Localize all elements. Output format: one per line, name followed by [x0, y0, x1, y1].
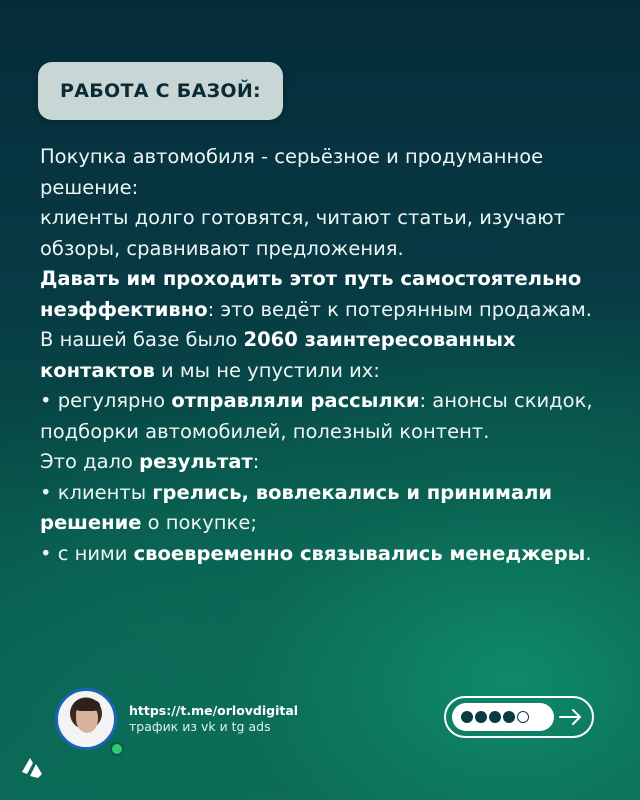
pager-dot-5	[517, 711, 529, 723]
paragraph-database	[40, 325, 620, 386]
intro-text: Покупка автомобиля - серьёзное и продуманное решение:	[40, 145, 544, 199]
bullet-managers	[40, 539, 620, 570]
database-lead: В нашей базе было	[40, 328, 244, 351]
section-title: РАБОТА С БАЗОЙ:	[60, 80, 261, 102]
bullet-newsletters	[40, 386, 620, 447]
newsletters-rest: : анонсы скидок, подборки автомобилей, полезный контент.	[40, 389, 593, 443]
brand-logo-icon	[18, 754, 46, 782]
pager-dot-4	[503, 711, 515, 723]
pager-dot-1	[461, 711, 473, 723]
paragraph-clients	[40, 203, 620, 264]
managers-bold: своевременно связывались менеджеры	[133, 541, 586, 565]
result-lead: Это дало	[40, 450, 140, 473]
author-info	[129, 703, 298, 735]
post-body	[40, 142, 620, 569]
avatar-shirt	[64, 733, 110, 750]
clients-text: клиенты долго готовятся, читают статьи, изучают обзоры, сравнивают предложения.	[40, 206, 566, 260]
engagement-lead: • клиенты	[40, 480, 153, 504]
database-rest: и мы не упустили их:	[154, 358, 380, 382]
database-bold: 2060 заинтересованных контактов	[40, 328, 516, 382]
paragraph-result	[40, 447, 620, 478]
managers-rest: .	[585, 541, 592, 565]
carousel-pager[interactable]	[444, 696, 594, 738]
pager-dots	[452, 703, 554, 731]
author-subtitle: трафик из vk и tg ads	[129, 719, 271, 734]
online-status-dot	[110, 742, 124, 756]
result-rest: :	[252, 450, 260, 473]
inefficient-bold: Давать им проходить этот путь самостоятельно неэффективно	[40, 267, 582, 321]
paragraph-inefficient	[40, 264, 620, 325]
engagement-rest: о покупке;	[141, 511, 257, 534]
pager-dot-2	[475, 711, 487, 723]
avatar[interactable]	[55, 688, 117, 750]
arrow-right-icon[interactable]	[558, 708, 584, 726]
pager-dot-3	[489, 711, 501, 723]
author-block[interactable]	[55, 688, 298, 750]
engagement-bold: грелись, вовлекались и принимали решение	[40, 480, 553, 534]
avatar-hair	[74, 699, 100, 711]
newsletters-lead: • регулярно	[40, 389, 172, 412]
paragraph-intro	[40, 142, 620, 203]
newsletters-bold: отправляли рассылки	[171, 389, 420, 412]
inefficient-rest: : это ведёт к потерянным продажам.	[207, 297, 592, 321]
managers-lead: • с ними	[40, 541, 134, 565]
bullet-engagement	[40, 478, 620, 539]
section-title-badge	[38, 62, 283, 120]
author-link[interactable]: https://t.me/orlovdigital	[129, 703, 299, 718]
result-bold: результат	[139, 450, 253, 473]
